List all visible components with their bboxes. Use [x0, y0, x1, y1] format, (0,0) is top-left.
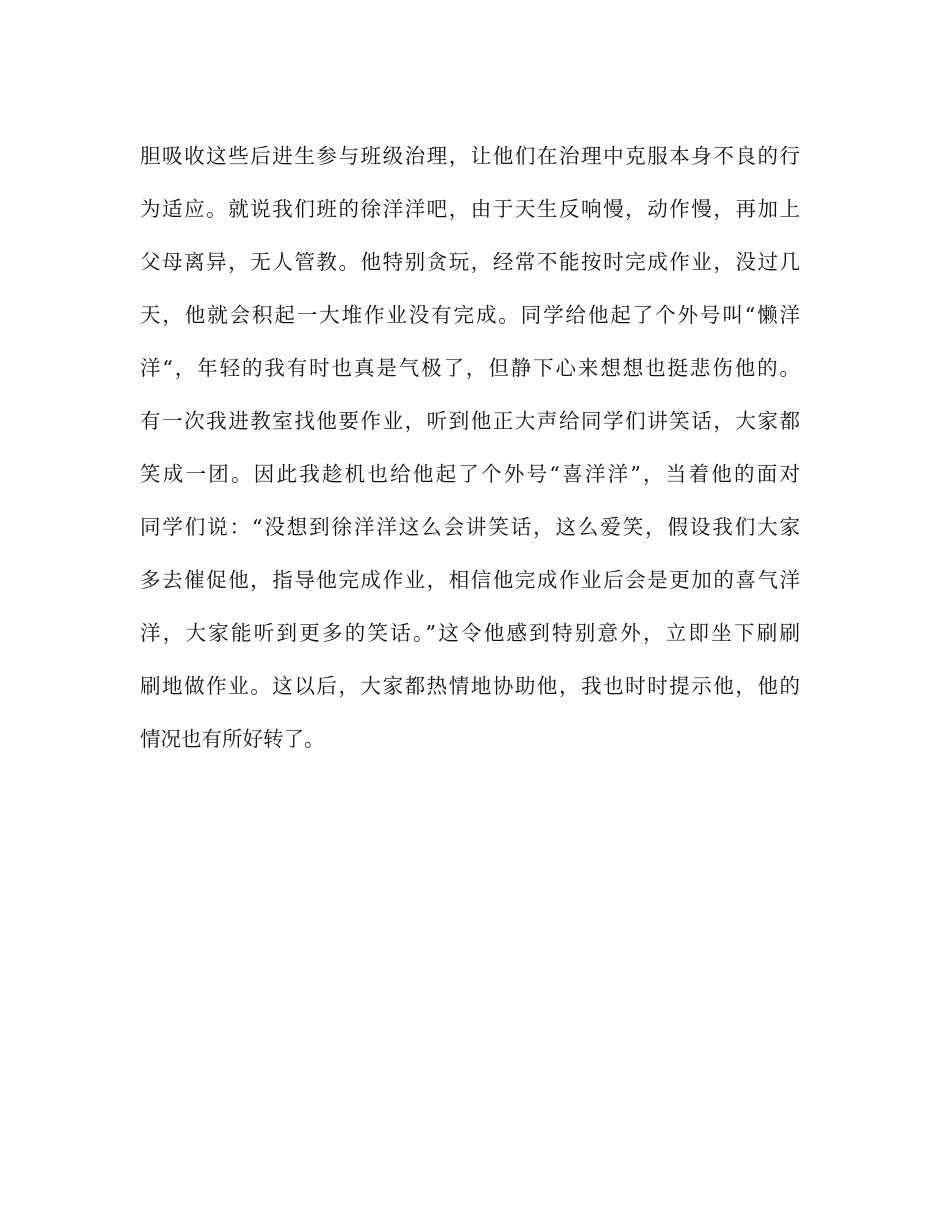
text-line-4: 天，他就会积起一大堆作业没有完成。同学给他起了个外号叫“懒洋: [140, 303, 800, 327]
text-line-10: 洋，大家能听到更多的笑话。”这令他感到特别意外，立即坐下刷刷: [140, 621, 800, 645]
text-line-1: 胆吸收这些后进生参与班级治理，让他们在治理中克服本身不良的行: [140, 144, 800, 168]
text-line-8: 同学们说：“没想到徐洋洋这么会讲笑话，这么爱笑，假设我们大家: [140, 515, 800, 539]
text-line-6: 有一次我进教室找他要作业，听到他正大声给同学们讲笑话，大家都: [140, 409, 800, 433]
text-line-3: 父母离异，无人管教。他特别贪玩，经常不能按时完成作业，没过几: [140, 250, 800, 274]
text-line-2: 为适应。就说我们班的徐洋洋吧，由于天生反响慢，动作慢，再加上: [140, 197, 800, 221]
text-line-7: 笑成一团。因此我趁机也给他起了个外号“喜洋洋”，当着他的面对: [140, 462, 800, 486]
body-paragraph: [140, 136, 800, 772]
text-line-11: 刷地做作业。这以后，大家都热情地协助他，我也时时提示他，他的: [140, 674, 800, 698]
text-line-5: 洋“，年轻的我有时也真是气极了，但静下心来想想也挺悲伤他的。: [140, 356, 800, 380]
text-line-12: 情况也有所好转了。: [140, 727, 325, 751]
text-line-9: 多去催促他，指导他完成作业，相信他完成作业后会是更加的喜气洋: [140, 568, 800, 592]
